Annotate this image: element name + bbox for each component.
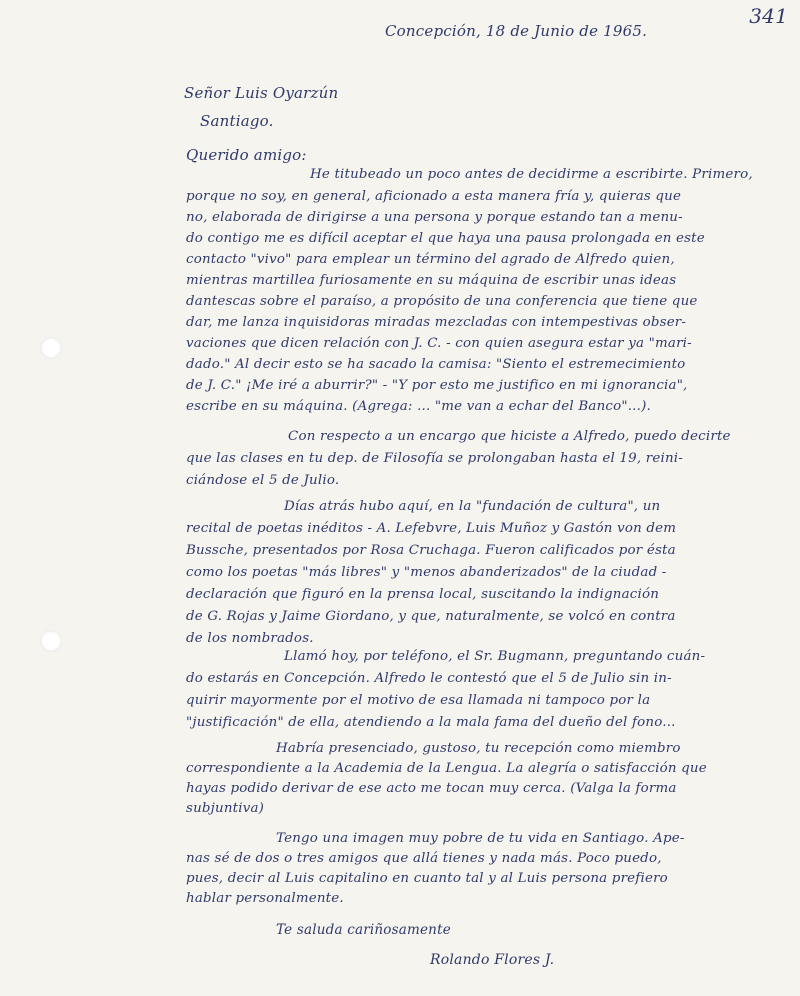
body-line: Habría presenciado, gustoso, tu recepción como miembro	[276, 741, 681, 756]
body-line: He titubeado un poco antes de decidirme a escribirte. Primero,	[310, 167, 753, 182]
punch-hole-top	[40, 337, 62, 359]
body-line: mientras martillea furiosamente en su máquina de escribir unas ideas	[186, 273, 677, 288]
body-line: hablar personalmente.	[186, 891, 344, 906]
body-line: escribe en su máquina. (Agrega: ... "me van a echar del Banco"...).	[186, 399, 651, 414]
body-line: correspondiente a la Academia de la Lengua. La alegría o satisfacción que	[186, 761, 707, 776]
closing: Te saluda cariñosamente	[276, 922, 451, 938]
body-line: de los nombrados.	[186, 631, 314, 646]
signature: Rolando Flores J.	[430, 952, 555, 968]
body-line: Días atrás hubo aquí, en la "fundación de cultura", un	[284, 499, 661, 514]
punch-hole-bottom	[40, 630, 62, 652]
body-line: dado." Al decir esto se ha sacado la camisa: "Siento el estremecimiento	[186, 357, 686, 372]
body-line: quirir mayormente por el motivo de esa llamada ni tampoco por la	[186, 693, 651, 708]
body-line: de G. Rojas y Jaime Giordano, y que, naturalmente, se volcó en contra	[186, 609, 676, 624]
body-line: do estarás en Concepción. Alfredo le contestó que el 5 de Julio sin in-	[186, 671, 672, 686]
body-line: dantescas sobre el paraíso, a propósito de una conferencia que tiene que	[186, 294, 698, 309]
body-line: Con respecto a un encargo que hiciste a Alfredo, puedo decirte	[288, 429, 731, 444]
body-line: vaciones que dicen relación con J. C. - con quien asegura estar ya "mari-	[186, 336, 692, 351]
body-line: porque no soy, en general, aficionado a esta manera fría y, quieras que	[186, 189, 682, 204]
body-line: contacto "vivo" para emplear un término del agrado de Alfredo quien,	[186, 252, 675, 267]
archive-ref-number: 341	[749, 4, 788, 28]
body-line: do contigo me es difícil aceptar el que haya una pausa prolongada en este	[186, 231, 705, 246]
body-line: Tengo una imagen muy pobre de tu vida en Santiago. Ape-	[276, 831, 685, 846]
salutation: Querido amigo:	[186, 146, 307, 164]
recipient-name: Señor Luis Oyarzún	[184, 84, 339, 102]
body-line: Llamó hoy, por teléfono, el Sr. Bugmann, preguntando cuán-	[284, 649, 706, 664]
recipient-city: Santiago.	[200, 112, 274, 130]
body-line: subjuntiva)	[186, 801, 265, 816]
body-line: "justificación" de ella, atendiendo a la mala fama del dueño del fono...	[186, 715, 676, 730]
body-line: recital de poetas inéditos - A. Lefebvre, Luis Muñoz y Gastón von dem	[186, 521, 677, 536]
letter-date: Concepción, 18 de Junio de 1965.	[385, 22, 648, 40]
body-line: que las clases en tu dep. de Filosofía se prolongaban hasta el 19, reini-	[186, 451, 683, 466]
body-line: no, elaborada de dirigirse a una persona y porque estando tan a menu-	[186, 210, 683, 225]
body-line: hayas podido derivar de ese acto me tocan muy cerca. (Valga la forma	[186, 781, 677, 796]
body-line: como los poetas "más libres" y "menos abanderizados" de la ciudad -	[186, 565, 667, 580]
body-line: nas sé de dos o tres amigos que allá tienes y nada más. Poco puedo,	[186, 851, 662, 866]
body-line: dar, me lanza inquisidoras miradas mezcladas con intempestivas obser-	[186, 315, 687, 330]
body-line: Bussche, presentados por Rosa Cruchaga. Fueron calificados por ésta	[186, 543, 676, 558]
body-line: ciándose el 5 de Julio.	[186, 473, 340, 488]
body-line: de J. C." ¡Me iré a aburrir?" - "Y por esto me justifico en mi ignorancia",	[186, 378, 688, 393]
body-line: declaración que figuró en la prensa local, suscitando la indignación	[186, 587, 660, 602]
body-line: pues, decir al Luis capitalino en cuanto tal y al Luis persona prefiero	[186, 871, 668, 886]
